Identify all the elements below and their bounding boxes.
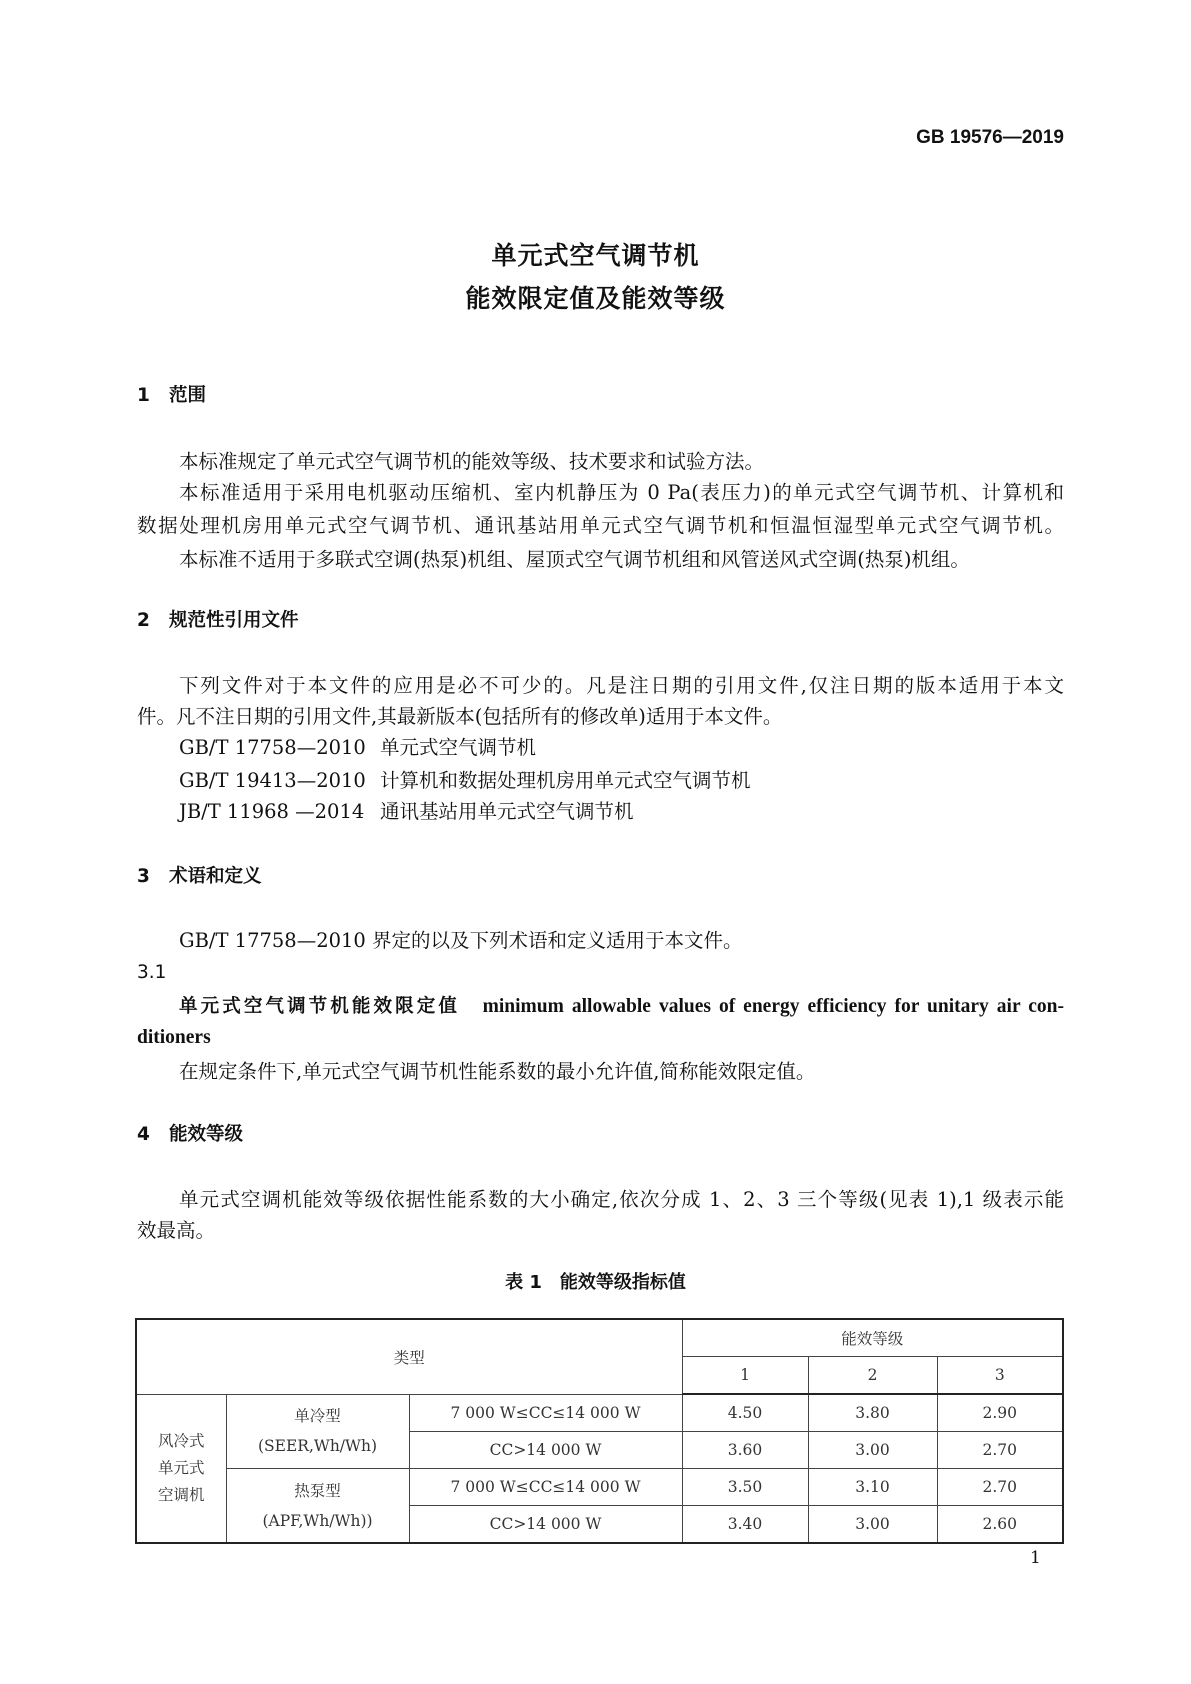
grade-3-header: 3: [937, 1357, 1063, 1395]
standard-code: GB 19576—2019: [916, 127, 1064, 148]
table-caption: 表 1 能效等级指标值: [505, 1272, 686, 1293]
table-row: [136, 1469, 1063, 1506]
section-4-heading: [137, 1123, 243, 1147]
paragraph-line: 件。凡不注日期的引用文件,其最新版本(包括所有的修改单)适用于本文件。: [137, 705, 783, 728]
paragraph-line: 本标准适用于采用电机驱动压缩机、室内机静压为 0 Pa(表压力)的单元式空气调节机、计算机和: [179, 481, 1064, 504]
reference-item: [179, 736, 536, 760]
reference-title: 单元式空气调节机: [380, 736, 537, 759]
section-title: 范围: [169, 385, 207, 406]
category-cell: [136, 1394, 226, 1543]
range-cell: CC>14 000 W: [409, 1432, 682, 1469]
reference-code: JB/T 11968 —2014: [179, 800, 365, 823]
paragraph-line: 本标准规定了单元式空气调节机的能效等级、技术要求和试验方法。: [179, 450, 765, 473]
group-cell: [226, 1469, 409, 1544]
section-3-heading: [137, 865, 262, 889]
paragraph-line: 效最高。: [137, 1219, 216, 1242]
grade-header: 能效等级: [682, 1319, 1063, 1357]
group-unit: (APF,Wh/Wh)): [262, 1511, 373, 1530]
section-title: 规范性引用文件: [169, 610, 299, 631]
term-english-continued: ditioners: [137, 1027, 211, 1048]
table-header-row: [136, 1319, 1063, 1357]
section-1-heading: [137, 384, 206, 408]
range-cell: CC>14 000 W: [409, 1506, 682, 1544]
value-cell: 2.70: [937, 1432, 1063, 1469]
category-line: 风冷式: [157, 1431, 205, 1450]
category-line: 空调机: [157, 1485, 205, 1504]
group-cell: [226, 1394, 409, 1469]
value-cell: 3.00: [808, 1432, 937, 1469]
reference-code: GB/T 19413—2010: [179, 769, 366, 792]
value-cell: 2.70: [937, 1469, 1063, 1506]
group-name: 单冷型: [294, 1407, 341, 1426]
section-number: 4: [137, 1124, 150, 1145]
table-row: [136, 1394, 1063, 1432]
value-cell: 3.80: [808, 1394, 937, 1432]
group-name: 热泵型: [294, 1481, 341, 1500]
definition: 在规定条件下,单元式空气调节机性能系数的最小允许值,简称能效限定值。: [179, 1060, 816, 1083]
category-line: 单元式: [157, 1458, 205, 1477]
type-header: 类型: [136, 1319, 682, 1394]
paragraph-line: 数据处理机房用单元式空气调节机、通讯基站用单元式空气调节机和恒温恒湿型单元式空气调节机。: [137, 514, 1064, 537]
paragraph-line: GB/T 17758—2010 界定的以及下列术语和定义适用于本文件。: [179, 929, 743, 952]
value-cell: 3.10: [808, 1469, 937, 1506]
page-number: 1: [1030, 1548, 1041, 1568]
section-number: 2: [137, 610, 150, 631]
grade-1-header: 1: [682, 1357, 808, 1395]
subsection-number: 3.1: [137, 962, 167, 983]
reference-item: [179, 800, 634, 824]
range-cell: 7 000 W≤CC≤14 000 W: [409, 1394, 682, 1432]
section-title: 能效等级: [169, 1124, 244, 1145]
paragraph-line: 下列文件对于本文件的应用是必不可少的。凡是注日期的引用文件,仅注日期的版本适用于本文: [179, 674, 1064, 697]
section-title: 术语和定义: [169, 866, 262, 887]
value-cell: 4.50: [682, 1394, 808, 1432]
section-number: 1: [137, 385, 150, 406]
value-cell: 3.50: [682, 1469, 808, 1506]
group-unit: (SEER,Wh/Wh): [258, 1437, 377, 1456]
value-cell: 2.90: [937, 1394, 1063, 1432]
range-cell: 7 000 W≤CC≤14 000 W: [409, 1469, 682, 1506]
value-cell: 3.40: [682, 1506, 808, 1544]
term-line: [179, 994, 1064, 1019]
value-cell: 3.60: [682, 1432, 808, 1469]
value-cell: 3.00: [808, 1506, 937, 1544]
value-cell: 2.60: [937, 1506, 1063, 1544]
document-title-line1: 单元式空气调节机: [491, 241, 700, 270]
section-2-heading: [137, 609, 299, 633]
section-number: 3: [137, 866, 150, 887]
efficiency-grade-table: [135, 1318, 1064, 1544]
reference-item: [179, 769, 751, 793]
term-english: minimum allowable values of energy efficiency for unitary air con-: [482, 996, 1064, 1017]
document-title-line2: 能效限定值及能效等级: [465, 284, 726, 313]
paragraph-line: 本标准不适用于多联式空调(热泵)机组、屋顶式空气调节机组和风管送风式空调(热泵)机组。: [179, 548, 970, 571]
reference-title: 计算机和数据处理机房用单元式空气调节机: [380, 769, 751, 792]
term-chinese: 单元式空气调节机能效限定值: [179, 996, 460, 1017]
paragraph-line: 单元式空调机能效等级依据性能系数的大小确定,依次分成 1、2、3 三个等级(见表 1),1 级表示能: [179, 1188, 1064, 1211]
grade-2-header: 2: [808, 1357, 937, 1395]
reference-code: GB/T 17758—2010: [179, 736, 366, 759]
reference-title: 通讯基站用单元式空气调节机: [380, 800, 634, 823]
